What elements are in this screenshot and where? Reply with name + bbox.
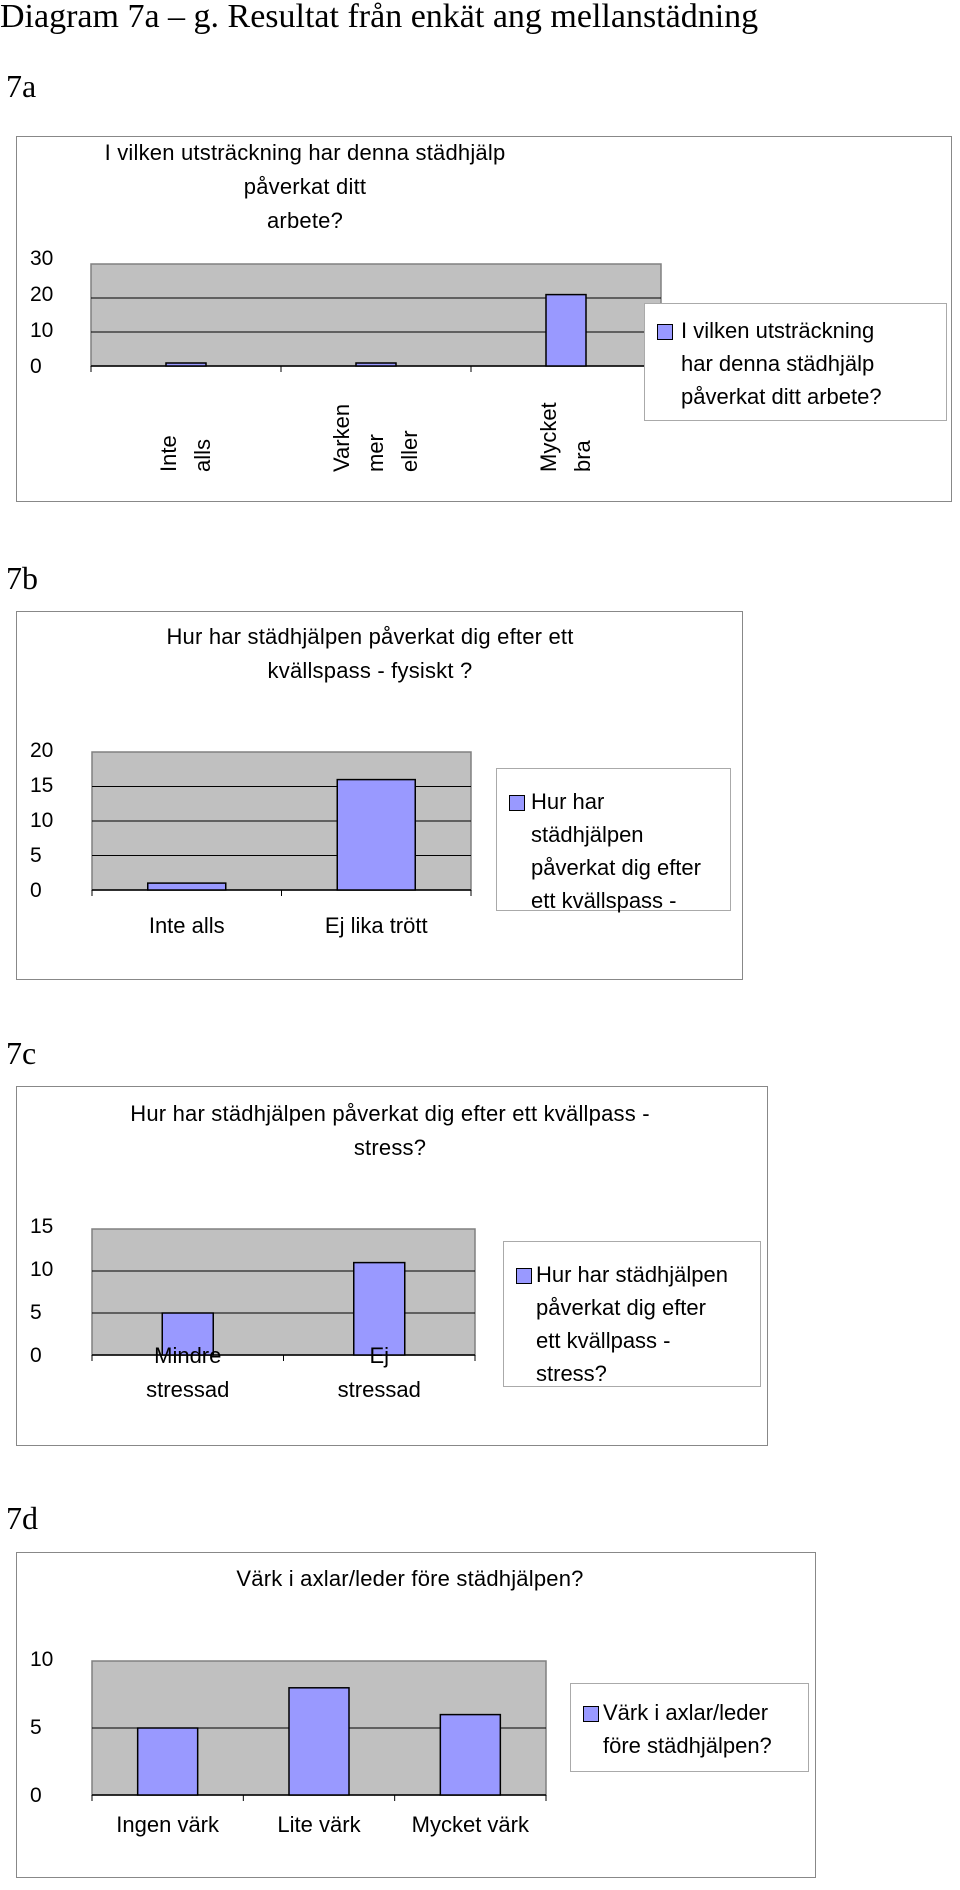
x-category-line: Ej lika trött — [324, 913, 428, 938]
legend-line: städhjälpen — [531, 822, 644, 847]
chart-title-line: I vilken utsträckning har denna städhjälp påverkat ditt — [104, 140, 506, 199]
chart-title-line: stress? — [353, 1135, 427, 1160]
x-category-line: Inte — [156, 435, 181, 472]
legend-7c — [503, 1241, 761, 1387]
x-category-line: stressad — [337, 1377, 421, 1402]
legend-line: Hur har städhjälpen — [536, 1262, 729, 1287]
section-label-7b: 7b — [6, 560, 38, 596]
chart-title-line: kvällspass - fysiskt ? — [267, 658, 473, 683]
plot-background — [92, 1229, 475, 1355]
x-category-line: Ingen värk — [116, 1812, 220, 1837]
plot-area-7b — [91, 751, 472, 903]
x-category-line: Inte alls — [148, 913, 225, 938]
x-category-label-7b-1 — [286, 909, 466, 943]
y-tick-label: 10 — [30, 1648, 54, 1671]
chart-title-7c — [70, 1097, 710, 1165]
chart-title-7a — [70, 136, 540, 238]
chart-title-line: arbete? — [266, 208, 343, 233]
legend-line: före städhjälpen? — [603, 1733, 772, 1758]
legend-swatch — [509, 795, 525, 811]
y-tick-label: 20 — [30, 739, 54, 762]
bar-7d-2 — [440, 1715, 500, 1795]
legend-line: påverkat ditt arbete? — [681, 384, 882, 409]
y-tick-label: 20 — [30, 283, 54, 306]
bar-7b-1 — [337, 780, 415, 890]
y-tick-label: 30 — [30, 247, 54, 270]
x-category-line: Varken — [329, 403, 354, 472]
legend-line: I vilken utsträckning — [681, 318, 875, 343]
x-category-line: Lite värk — [277, 1812, 361, 1837]
chart-title-line: Värk i axlar/leder före städhjälpen? — [236, 1566, 584, 1591]
section-label-7d: 7d — [6, 1500, 38, 1536]
x-category-line: alls — [190, 438, 215, 472]
legend-label — [603, 1696, 772, 1762]
y-tick-label: 5 — [30, 1301, 42, 1324]
y-tick-label: 0 — [30, 1344, 42, 1367]
y-tick-label: 5 — [30, 1716, 42, 1739]
legend-line: har denna städhjälp — [681, 351, 875, 376]
x-category-label-7d-2 — [380, 1808, 560, 1842]
section-label-7a: 7a — [6, 68, 37, 104]
legend-7a — [644, 303, 947, 421]
bar-7b-0 — [148, 883, 226, 890]
y-tick-label: 5 — [30, 844, 42, 867]
bar-7d-1 — [289, 1688, 349, 1795]
x-category-line: Ej — [369, 1343, 390, 1368]
legend-line: påverkat dig efter — [536, 1295, 706, 1320]
bar-7a-2 — [546, 295, 586, 366]
legend-line: påverkat dig efter — [531, 855, 701, 880]
y-tick-label: 0 — [30, 355, 42, 378]
plot-area-7d — [91, 1660, 547, 1808]
y-tick-label: 15 — [30, 774, 54, 797]
y-tick-label: 0 — [30, 879, 42, 902]
x-category-line: Mycket värk — [411, 1812, 529, 1837]
y-tick-label: 0 — [30, 1784, 42, 1807]
y-tick-label: 10 — [30, 319, 54, 342]
x-category-label-7c-1 — [289, 1339, 469, 1407]
chart-title-line: Hur har städhjälpen påverkat dig efter ett — [166, 624, 574, 649]
legend-label — [536, 1258, 728, 1390]
y-tick-label: 10 — [30, 809, 54, 832]
legend-line: Värk i axlar/leder — [603, 1700, 769, 1725]
legend-line: stress? — [536, 1361, 607, 1386]
x-category-label-7c-0 — [98, 1339, 278, 1407]
x-category-line: mer — [363, 434, 388, 472]
x-category-line: Mycket — [536, 402, 561, 472]
x-category-label-7b-0 — [97, 909, 277, 943]
legend-7d — [570, 1683, 809, 1772]
bar-7a-0 — [166, 363, 206, 366]
chart-title-7d — [120, 1562, 700, 1596]
legend-line: ett kvällspass - — [531, 888, 677, 913]
legend-swatch — [516, 1268, 532, 1284]
x-category-line: Mindre — [154, 1343, 222, 1368]
x-category-line: bra — [570, 440, 595, 472]
chart-title-7b — [110, 620, 630, 688]
page-title: Diagram 7a – g. Resultat från enkät ang mellanstädning — [0, 0, 759, 35]
section-label-7c: 7c — [6, 1035, 37, 1071]
x-category-line: eller — [397, 430, 422, 472]
legend-line: ett kvällpass - — [536, 1328, 671, 1353]
y-tick-label: 15 — [30, 1215, 54, 1238]
legend-swatch — [583, 1706, 599, 1722]
chart-title-line: Hur har städhjälpen påverkat dig efter ett kvällpass - — [130, 1101, 650, 1126]
legend-swatch — [657, 324, 673, 340]
legend-label — [531, 785, 701, 917]
bar-7a-1 — [356, 363, 396, 366]
legend-line: Hur har — [531, 789, 605, 814]
x-category-line: stressad — [146, 1377, 230, 1402]
plot-area-7a — [90, 263, 662, 379]
legend-label — [681, 314, 882, 413]
bar-7d-0 — [138, 1728, 198, 1795]
legend-7b — [496, 768, 731, 911]
y-tick-label: 10 — [30, 1258, 54, 1281]
